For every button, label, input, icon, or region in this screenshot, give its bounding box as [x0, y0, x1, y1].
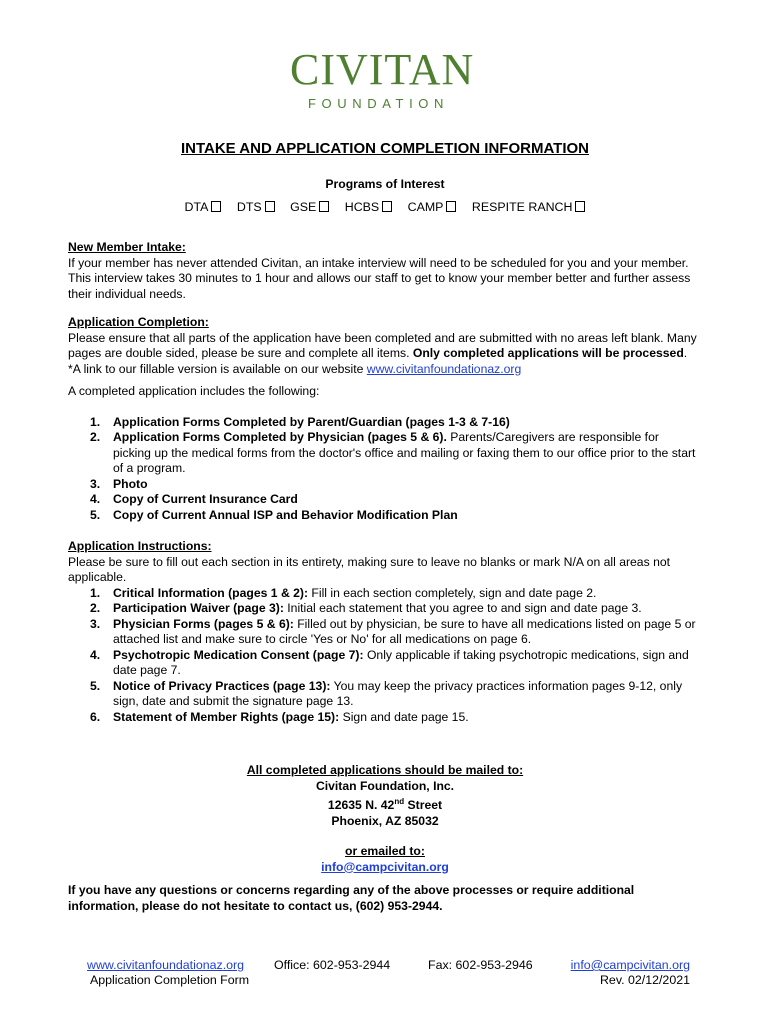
program-label: HCBS	[344, 200, 380, 214]
list-item	[68, 586, 698, 602]
checkbox[interactable]	[319, 201, 329, 212]
program-gse[interactable]	[290, 200, 329, 214]
program-label: GSE	[290, 200, 317, 214]
completion-bold: Only completed applications will be processed	[412, 346, 684, 360]
list-bold: Statement of Member Rights (page 15):	[113, 709, 340, 724]
program-dts[interactable]	[237, 200, 275, 214]
list-number: 3.	[90, 616, 101, 631]
completion-list	[68, 415, 698, 524]
mailing-section	[0, 763, 770, 875]
website-link[interactable]: www.civitanfoundationaz.org	[366, 361, 522, 376]
mail-heading: All completed applications should be mailed to:	[246, 763, 524, 777]
list-bold: Application Forms Completed by Physician (pages 5 & 6).	[113, 430, 447, 444]
page-title: INTAKE AND APPLICATION COMPLETION INFORMATION	[180, 140, 590, 157]
programs-heading: Programs of Interest	[325, 177, 445, 191]
program-respite-ranch[interactable]	[472, 200, 586, 214]
footer-website-link[interactable]: www.civitanfoundationaz.org	[87, 958, 245, 972]
logo-subtitle: FOUNDATION	[308, 96, 449, 111]
list-number: 2.	[90, 601, 101, 615]
list-text: Filled out by physician, be sure to have all medications listed on page 5 or attached list and make sure to circle 'Yes or No' for all medications on page 6.	[113, 616, 696, 646]
footer-form-name: Application Completion Form	[90, 973, 250, 987]
list-bold: Notice of Privacy Practices (page 13):	[113, 678, 331, 693]
list-bold: Physician Forms (pages 5 & 6):	[113, 616, 294, 631]
logo-wordmark: CIVITAN	[290, 45, 475, 94]
list-bold: Photo	[113, 476, 148, 491]
mail-city: Phoenix, AZ 85032	[331, 813, 439, 828]
footer-right	[566, 958, 690, 988]
list-number: 1.	[90, 585, 101, 600]
list-text: You may keep the privacy practices information pages 9-12, only sign, date and submit the signature page 13.	[113, 678, 683, 708]
street-suffix: nd	[394, 797, 405, 806]
instructions-section	[68, 539, 698, 725]
new-member-heading: New Member Intake:	[68, 240, 186, 254]
list-item	[68, 492, 698, 508]
checkbox[interactable]	[211, 201, 221, 212]
list-number: 5.	[90, 507, 101, 522]
footer-revision: Rev. 02/12/2021	[599, 973, 690, 987]
list-number: 2.	[90, 430, 101, 444]
footer-office: Office: 602-953-2944	[274, 958, 391, 972]
list-bold: Copy of Current Insurance Card	[113, 492, 298, 506]
list-item	[68, 415, 698, 431]
mail-org: Civitan Foundation, Inc.	[315, 778, 455, 793]
completion-includes: A completed application includes the following:	[68, 384, 320, 398]
list-item	[68, 508, 698, 524]
list-number: 6.	[90, 709, 101, 724]
street-part: Street	[404, 798, 443, 813]
new-member-text: If your member has never attended Civitan, an intake interview will need to be scheduled for you and your member. This interview takes 30 minutes to 1 hour and allows our staff to get to know your member better and further assess their individual needs.	[68, 255, 691, 301]
or-emailed: or emailed to:	[345, 844, 425, 859]
completion-section	[68, 315, 698, 523]
program-label: RESPITE RANCH	[471, 200, 573, 214]
list-text: Initial each statement that you agree to and sign and date page 3.	[283, 601, 642, 615]
list-item	[68, 617, 698, 648]
list-item	[68, 648, 698, 679]
footer-left	[82, 958, 249, 988]
list-text: Parents/Caregivers are responsible for picking up the medical forms from the doctor's office and mailing or faxing them to our office prior to the start of a program.	[113, 430, 696, 475]
instructions-list	[68, 586, 698, 726]
program-dta[interactable]	[185, 200, 222, 214]
completion-text-part: . *A link to our fillable version is available on our website	[68, 346, 688, 376]
footer-fax: Fax: 602-953-2946	[428, 958, 533, 972]
list-number: 5.	[90, 678, 101, 693]
list-item	[68, 477, 698, 493]
programs-checkboxes	[0, 200, 770, 214]
program-hcbs[interactable]	[345, 200, 392, 214]
completion-text-part: Please ensure that all parts of the application have been completed and are submitted with no areas left blank. Many pages are double sided, please be sure and complete all items.	[68, 330, 697, 360]
instructions-heading: Application Instructions:	[68, 539, 212, 553]
civitan-logo	[290, 45, 475, 118]
instructions-text: Please be sure to fill out each section in its entirety, making sure to leave no blanks or mark N/A on all areas not applicable.	[68, 554, 671, 584]
questions-text: If you have any questions or concerns regarding any of the above processes or require additional information, please do not hesitate to contact us, (602) 953-2944.	[68, 883, 635, 913]
footer-email-link[interactable]: info@campcivitan.org	[570, 958, 690, 972]
list-text: Fill in each section completely, sign and date page 2.	[308, 585, 597, 600]
list-number: 4.	[90, 492, 101, 506]
list-bold: Critical Information (pages 1 & 2):	[113, 585, 309, 600]
list-text: Only applicable if taking psychotropic medications, sign and date page 7.	[113, 647, 689, 677]
program-label: CAMP	[407, 200, 444, 214]
contact-email-link[interactable]: info@campcivitan.org	[321, 859, 449, 874]
street-part: 12635 N. 42	[327, 798, 395, 813]
list-bold: Psychotropic Medication Consent (page 7):	[113, 647, 364, 662]
list-number: 3.	[90, 476, 101, 491]
program-label: DTA	[184, 200, 209, 214]
program-camp[interactable]	[408, 200, 457, 214]
checkbox[interactable]	[265, 201, 275, 212]
completion-heading: Application Completion:	[68, 315, 209, 329]
completion-text	[68, 331, 698, 378]
program-label: DTS	[236, 200, 262, 214]
list-item	[68, 430, 698, 477]
list-bold: Copy of Current Annual ISP and Behavior Modification Plan	[113, 507, 458, 522]
checkbox[interactable]	[446, 201, 456, 212]
list-bold: Application Forms Completed by Parent/Guardian (pages 1-3 & 7-16)	[113, 414, 510, 429]
list-item	[68, 710, 698, 726]
list-bold: Participation Waiver (page 3):	[113, 601, 284, 615]
new-member-section	[68, 240, 698, 302]
checkbox[interactable]	[575, 201, 585, 212]
list-item	[68, 679, 698, 710]
checkbox[interactable]	[382, 201, 392, 212]
list-text: Sign and date page 15.	[339, 709, 469, 724]
list-number: 4.	[90, 647, 101, 662]
list-item	[68, 601, 698, 617]
list-number: 1.	[90, 414, 101, 429]
mail-street	[0, 794, 770, 814]
